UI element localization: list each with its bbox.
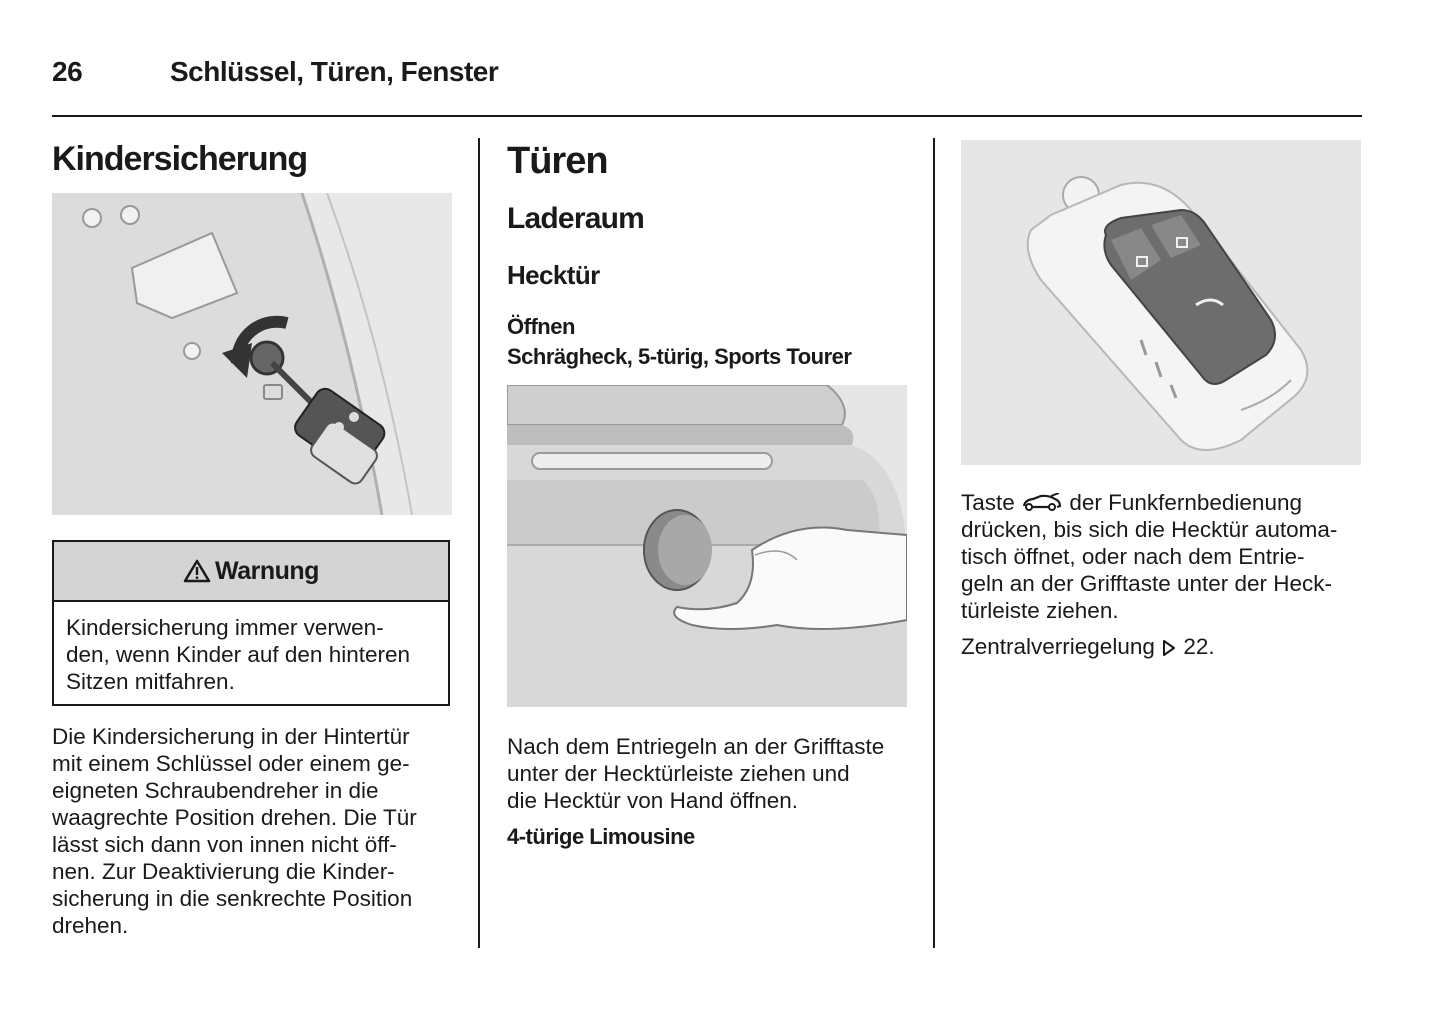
warning-title: Warnung — [215, 556, 319, 585]
column-divider-1 — [478, 138, 480, 948]
funkfernbedienung-text: der Funkfernbedienung — [1069, 490, 1302, 515]
warning-text — [54, 602, 448, 695]
body-line: nen. Zur Deaktivierung die Kinder- — [52, 859, 395, 884]
body-line: sicherung in die senkrechte Position — [52, 886, 413, 911]
kindersicherung-heading: Kindersicherung — [52, 140, 308, 178]
warning-box — [52, 540, 450, 706]
body-line: geln an der Grifftaste unter der Heck- — [961, 571, 1333, 596]
header-divider — [52, 115, 1362, 117]
variant-subheading: Schrägheck, 5-türig, Sports Tourer — [507, 344, 852, 369]
warning-line: den, wenn Kinder auf den hinteren — [66, 642, 411, 667]
remote-body — [961, 489, 1371, 660]
body-line: türleiste ziehen. — [961, 598, 1119, 623]
section-heading — [52, 140, 307, 179]
warning-line: Sitzen mitfahren. — [66, 669, 235, 694]
tueren-section — [507, 140, 608, 183]
tueren-body — [507, 733, 917, 814]
body-line-with-icon — [961, 489, 1371, 516]
page-title: Schlüssel, Türen, Fenster — [170, 56, 499, 87]
body-line: waagrechte Position drehen. Die Tür — [52, 805, 417, 830]
body-line: die Hecktür von Hand öffnen. — [507, 788, 799, 813]
warning-line: Kindersicherung immer verwen- — [66, 615, 384, 640]
body-line: tisch öffnet, oder nach dem Entrie- — [961, 544, 1305, 569]
tailgate-handle-icon — [507, 385, 907, 707]
body-line: mit einem Schlüssel oder einem ge- — [52, 751, 410, 776]
page-number: 26 — [52, 56, 83, 87]
remote-key-figure — [961, 140, 1361, 465]
body-line: eigneten Schraubendreher in die — [52, 778, 379, 803]
body-line: Die Kindersicherung in der Hintertür — [52, 724, 410, 749]
body-line: Nach dem Entriegeln an der Grifftaste — [507, 734, 885, 759]
warning-header — [54, 542, 448, 602]
remote-key-icon — [961, 140, 1361, 465]
body-line: drehen. — [52, 913, 129, 938]
child-lock-key-icon — [52, 193, 452, 515]
reference-arrow-icon — [1161, 639, 1177, 657]
limousine-subheading: 4-türige Limousine — [507, 824, 695, 849]
cross-reference[interactable] — [961, 633, 1371, 660]
tailgate-car-icon — [1021, 493, 1063, 513]
oeffnen-subheading: Öffnen — [507, 314, 575, 339]
taste-label: Taste — [961, 490, 1015, 515]
warning-triangle-icon — [183, 559, 211, 583]
column-divider-2 — [933, 138, 935, 948]
ref-page: 22. — [1183, 634, 1215, 659]
body-line: unter der Hecktürleiste ziehen und — [507, 761, 850, 786]
tueren-heading: Türen — [507, 140, 608, 182]
kindersicherung-body — [52, 723, 452, 939]
body-line: lässt sich dann von innen nicht öff- — [52, 832, 397, 857]
tailgate-figure — [507, 385, 907, 707]
laderaum-heading: Laderaum — [507, 202, 644, 235]
hecktuer-heading: Hecktür — [507, 260, 600, 290]
ref-text: Zentralverriegelung — [961, 634, 1155, 659]
child-lock-figure — [52, 193, 452, 515]
body-line: drücken, bis sich die Hecktür automa- — [961, 517, 1338, 542]
